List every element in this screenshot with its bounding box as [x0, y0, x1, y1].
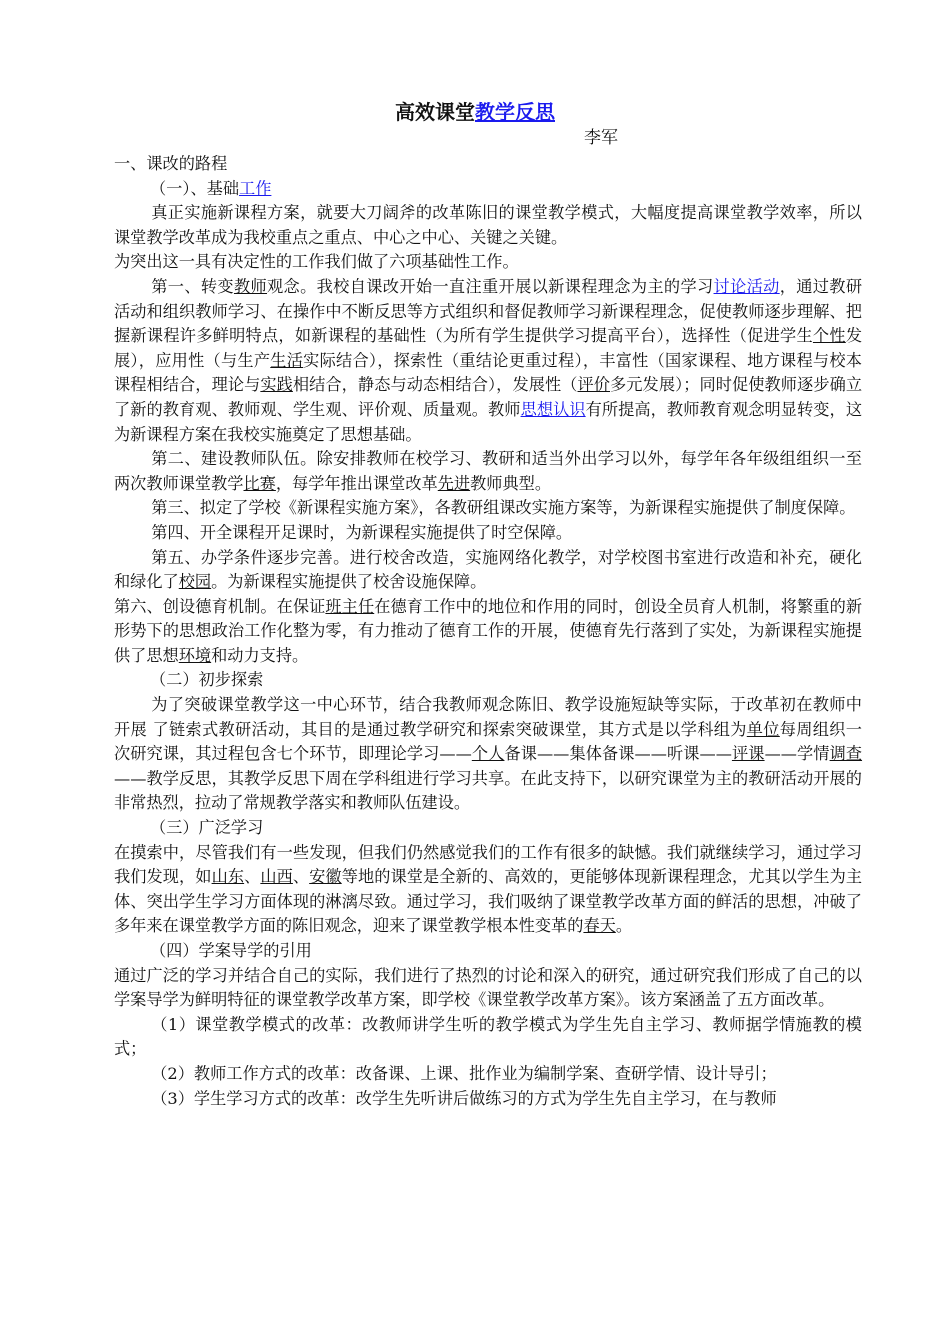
list-item: （3）学生学习方式的改革：改学生先听讲后做练习的方式为学生先自主学习，在与教师	[151, 1088, 777, 1108]
subsection-heading: （二）初步探索	[150, 670, 264, 690]
paragraph: 第五、办学条件逐步完善。进行校舍改造，实施网络化教学，对学校图书室进行改造和补充，硬化和绿化了校园。为新课程实施提供了校舍设施保障。	[114, 547, 862, 592]
paragraph: 为了突破课堂教学这一中心环节，结合我教师观念陈旧、教学设施短缺等实际，于改革初在教师中开展 了链索式教研活动，其目的是通过教学研究和探索突破课堂，其方式是以学科组为单位每周组织一次研究课，其过程包含七个环节，即理论学习——个人备课——集体备课——听课——评课——学情调查——教学反思，其教学反思下周在学科组进行学习共享。在此支持下，以研究课堂为主的教研活动开展的非常热烈，拉动了常规教学落实和教师队伍建设。	[114, 695, 863, 813]
link-work[interactable]: 工作	[239, 178, 272, 198]
paragraph: 在摸索中，尽管我们有一些发现，但我们仍然感觉我们的工作有很多的缺憾。我们就继续学习，通过学习我们发现，如山东、山西、安徽等地的课堂是全新的、高效的，更能够体现新课程理念，尤其以学生为主体、突出学生学习方面体现的淋漓尽致。通过学习，我们吸纳了课堂教学改革方面的鲜活的思想，冲破了多年来在课堂教学方面的陈旧观念，迎来了课堂教学根本性变革的春天。	[114, 842, 863, 936]
link-ideological-understanding[interactable]: 思想认识	[520, 399, 586, 419]
paragraph: 第一、转变教师观念。我校自课改开始一直注重开展以新课程理念为主的学习讨论活动，通过教研活动和组织教师学习、在操作中不断反思等方式组织和督促教师学习新课程理念，促使教师逐步理解、把握新课程许多鲜明特点，如新课程的基础性（为所有学生提供学习提高平台），选择性（促进学生个性发展），应用性（与生产生活实际结合），探索性（重结论更重过程），丰富性（国家课程、地方课程与校本课程相结合，理论与实践相结合，静态与动态相结合），发展性（评价多元发展）；同时促使教师逐步确立了新的教育观、教师观、学生观、评价观、质量观。教师思想认识有所提高，教师教育观念明显转变，这为新课程方案在我校实施奠定了思想基础。	[114, 276, 863, 444]
author-name: 李军	[584, 128, 618, 148]
paragraph: 第二、建设教师队伍。除安排教师在校学习、教研和适当外出学习以外，每学年各年级组组织一至两次教师课堂教学比赛，每学年推出课堂改革先进教师典型。	[114, 449, 862, 493]
title-prefix: 高效课堂	[395, 100, 475, 124]
document-body	[114, 152, 862, 1111]
paragraph: 为突出这一具有决定性的工作我们做了六项基础性工作。	[114, 252, 519, 272]
subsection-heading: （四）学案导学的引用	[150, 941, 312, 960]
section-heading: 一、课改的路程	[114, 154, 228, 173]
paragraph: 真正实施新课程方案，就要大刀阔斧的改革陈旧的课堂教学模式，大幅度提高课堂教学效率，所以课堂教学改革成为我校重点之重点、中心之中心、关键之关键。	[114, 203, 862, 247]
subsection-heading: （一）、基础工作	[150, 178, 272, 198]
subsection-heading: （三）广泛学习	[150, 818, 264, 838]
link-discussion-activity[interactable]: 讨论活动	[713, 276, 780, 296]
title-link[interactable]: 教学反思	[475, 100, 555, 124]
list-item: （1）课堂教学模式的改革：改教师讲学生听的教学模式为学生先自主学习、教师据学情施教的模式；	[114, 1014, 862, 1059]
paragraph: 第六、创设德育机制。在保证班主任在德育工作中的地位和作用的同时，创设全员育人机制，将繁重的新形势下的思想政治工作化整为零，有力推动了德育工作的开展，使德育先行落到了实处，为新课程实施提供了思想环境和动力支持。	[114, 596, 863, 665]
list-item: （2）教师工作方式的改革：改备课、上课、批作业为编制学案、查研学情、设计导引；	[151, 1063, 777, 1083]
paragraph: 第三、拟定了学校《新课程实施方案》，各教研组课改实施方案等，为新课程实施提供了制度保障。	[151, 498, 856, 518]
paragraph: 第四、开全课程开足课时，为新课程实施提供了时空保障。	[151, 522, 573, 542]
paragraph: 通过广泛的学习并结合自己的实际，我们进行了热烈的讨论和深入的研究，通过研究我们形成了自己的以学案导学为鲜明特征的课堂教学改革方案，即学校《课堂教学改革方案》。该方案涵盖了五方面改革。	[114, 965, 862, 1010]
document-title	[0, 98, 950, 126]
